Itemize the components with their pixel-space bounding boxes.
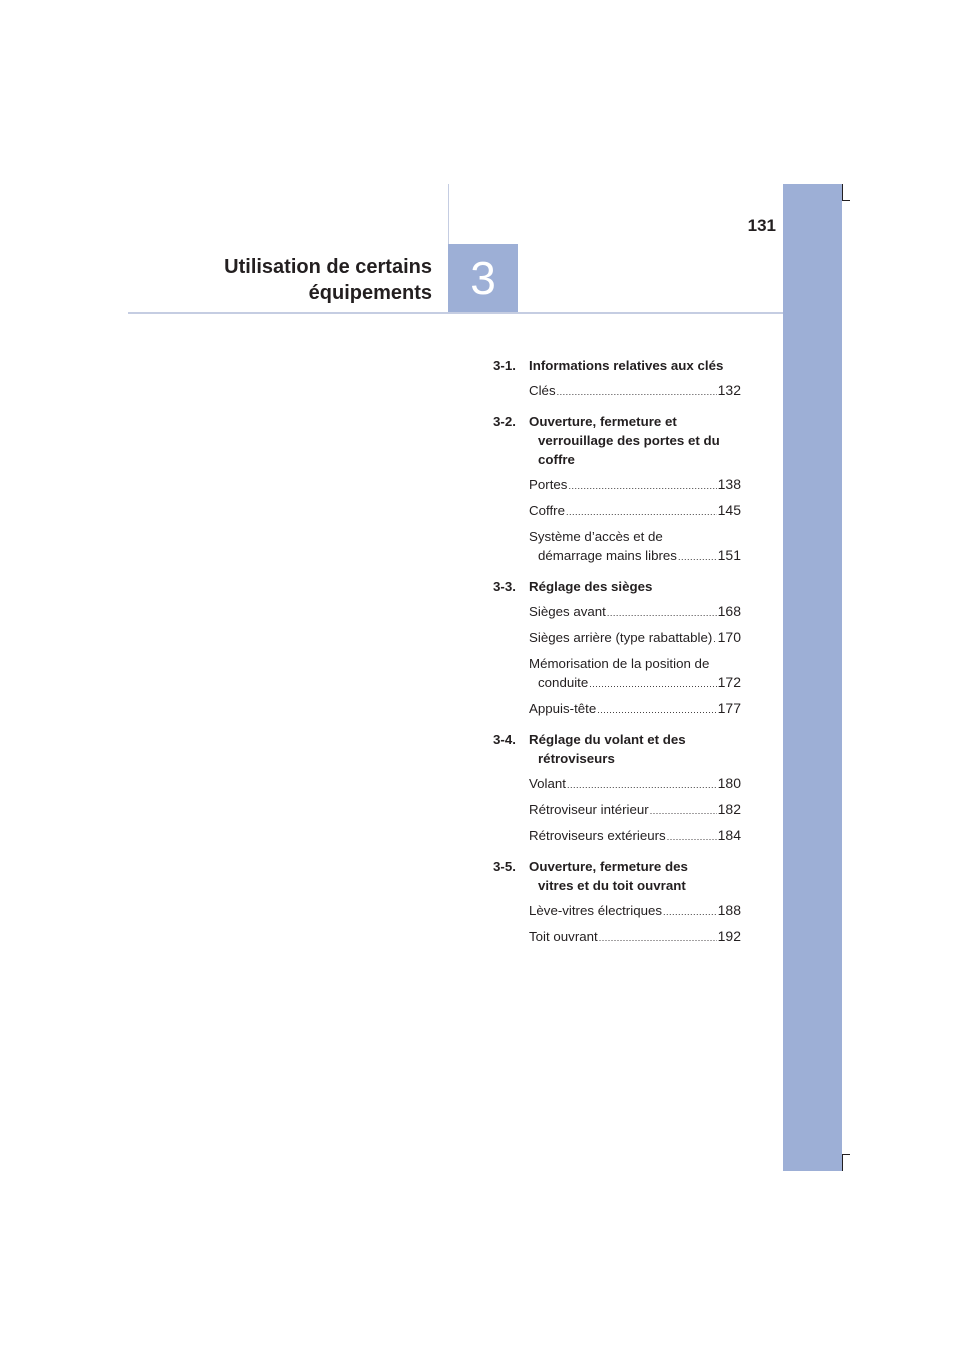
- entry-page-number: 138: [717, 476, 741, 492]
- toc-entry[interactable]: [529, 774, 741, 795]
- entry-label-line-1: Système d’accès et de: [529, 529, 663, 544]
- entry-label: Clés: [529, 383, 556, 398]
- header-divider: [448, 184, 449, 244]
- section-number: 3-3.: [493, 579, 516, 594]
- entry-label: Toit ouvrant: [529, 929, 598, 944]
- dot-leader: [713, 630, 716, 649]
- section-entries: [493, 602, 741, 720]
- section-title-line: Ouverture, fermeture des: [529, 859, 688, 874]
- entry-label: Sièges arrière (type rabattable): [529, 630, 713, 645]
- dot-leader: [568, 477, 716, 496]
- dot-leader: [607, 604, 717, 623]
- toc-entry[interactable]: [529, 381, 741, 402]
- entry-page-number: 132: [717, 382, 741, 398]
- crop-mark-bottom: [842, 1154, 843, 1171]
- entry-label: Volant: [529, 776, 566, 791]
- dot-leader: [567, 776, 717, 795]
- entry-page-number: 188: [717, 902, 741, 918]
- entry-row: [529, 501, 741, 522]
- section-title-line: Réglage du volant et des: [529, 732, 686, 747]
- entry-row: [529, 800, 741, 821]
- section-number: 3-2.: [493, 414, 516, 429]
- entry-row: [529, 699, 741, 720]
- chapter-title-line-2: équipements: [308, 282, 432, 304]
- entry-row: [529, 901, 741, 922]
- toc-entry[interactable]: [529, 501, 741, 522]
- toc-entry[interactable]: [529, 800, 741, 821]
- entry-page-number: 145: [717, 502, 741, 518]
- entry-page-number: 177: [717, 700, 741, 716]
- section-title-line: coffre: [538, 452, 575, 467]
- section-title: [529, 412, 741, 469]
- entry-label: Portes: [529, 477, 568, 492]
- toc-entry[interactable]: [529, 602, 741, 623]
- section-entries: [493, 381, 741, 402]
- section-title-line: verrouillage des portes et du: [538, 433, 720, 448]
- entry-label-line-1: Mémorisation de la position de: [529, 656, 710, 671]
- section-title: [529, 577, 741, 596]
- crop-mark-bottom-tick: [842, 1154, 850, 1155]
- entry-label: Rétroviseur intérieur: [529, 802, 649, 817]
- chapter-title: [190, 254, 432, 306]
- toc-entry[interactable]: [529, 475, 741, 496]
- section-title-line: vitres et du toit ouvrant: [538, 878, 686, 893]
- dot-leader: [663, 903, 717, 922]
- entry-row: [529, 673, 741, 694]
- entry-row: [529, 381, 741, 402]
- entry-page-number: 168: [717, 603, 741, 619]
- entry-label: Appuis-tête: [529, 701, 597, 716]
- chapter-side-tab: [783, 184, 842, 1171]
- section-title-line: Ouverture, fermeture et: [529, 414, 677, 429]
- table-of-contents: [493, 356, 741, 958]
- entry-row: [529, 774, 741, 795]
- toc-entry[interactable]: [529, 699, 741, 720]
- dot-leader: [678, 548, 717, 567]
- section-number: 3-4.: [493, 732, 516, 747]
- entry-label: Lève-vitres électriques: [529, 903, 663, 918]
- entry-page-number: 182: [717, 801, 741, 817]
- section-title: [529, 857, 741, 895]
- entry-row: [529, 826, 741, 847]
- dot-leader: [597, 701, 716, 720]
- section-heading[interactable]: [493, 412, 741, 469]
- dot-leader: [566, 503, 717, 522]
- crop-mark-top: [842, 184, 843, 201]
- entry-page-number: 184: [717, 827, 741, 843]
- entry-label: conduite: [538, 675, 589, 690]
- entry-row: [529, 602, 741, 623]
- section-title: [529, 356, 741, 375]
- section-entries: [493, 901, 741, 948]
- dot-leader: [589, 675, 716, 694]
- toc-section: [493, 356, 741, 402]
- section-title-line: Informations relatives aux clés: [529, 358, 724, 373]
- entry-label: Rétroviseurs extérieurs: [529, 828, 666, 843]
- header-rule: [128, 312, 783, 314]
- section-entries: [493, 774, 741, 847]
- section-heading[interactable]: [493, 356, 741, 375]
- toc-entry[interactable]: [529, 527, 741, 567]
- section-entries: [493, 475, 741, 567]
- section-title-line: Réglage des sièges: [529, 579, 653, 594]
- section-heading[interactable]: [493, 857, 741, 895]
- section-heading[interactable]: [493, 577, 741, 596]
- entry-row: [529, 475, 741, 496]
- entry-page-number: 192: [717, 928, 741, 944]
- dot-leader: [650, 802, 717, 821]
- toc-entry[interactable]: [529, 628, 741, 649]
- page-number: 131: [747, 216, 776, 235]
- chapter-title-line-1: Utilisation de certains: [224, 256, 432, 278]
- toc-entry[interactable]: [529, 654, 741, 694]
- section-title-line: rétroviseurs: [538, 751, 615, 766]
- entry-row: [529, 927, 741, 948]
- entry-row: [529, 546, 741, 567]
- entry-label: démarrage mains libres: [538, 548, 677, 563]
- toc-entry[interactable]: [529, 901, 741, 922]
- section-number: 3-5.: [493, 859, 516, 874]
- entry-row: [529, 628, 741, 649]
- dot-leader: [667, 828, 717, 847]
- toc-section: [493, 857, 741, 948]
- toc-section: [493, 412, 741, 567]
- entry-page-number: 151: [717, 547, 741, 563]
- entry-page-number: 172: [717, 674, 741, 690]
- toc-entry[interactable]: [529, 927, 741, 948]
- chapter-number-box: [448, 244, 518, 312]
- crop-mark-top-tick: [842, 200, 850, 201]
- section-title: [529, 730, 741, 768]
- entry-label: Coffre: [529, 503, 565, 518]
- toc-section: [493, 577, 741, 720]
- section-heading[interactable]: [493, 730, 741, 768]
- dot-leader: [599, 929, 717, 948]
- section-number: 3-1.: [493, 358, 516, 373]
- toc-entry[interactable]: [529, 826, 741, 847]
- entry-page-number: 180: [717, 775, 741, 791]
- chapter-number: 3: [470, 252, 496, 304]
- entry-label: Sièges avant: [529, 604, 606, 619]
- entry-page-number: 170: [717, 629, 741, 645]
- dot-leader: [557, 383, 717, 402]
- toc-section: [493, 730, 741, 847]
